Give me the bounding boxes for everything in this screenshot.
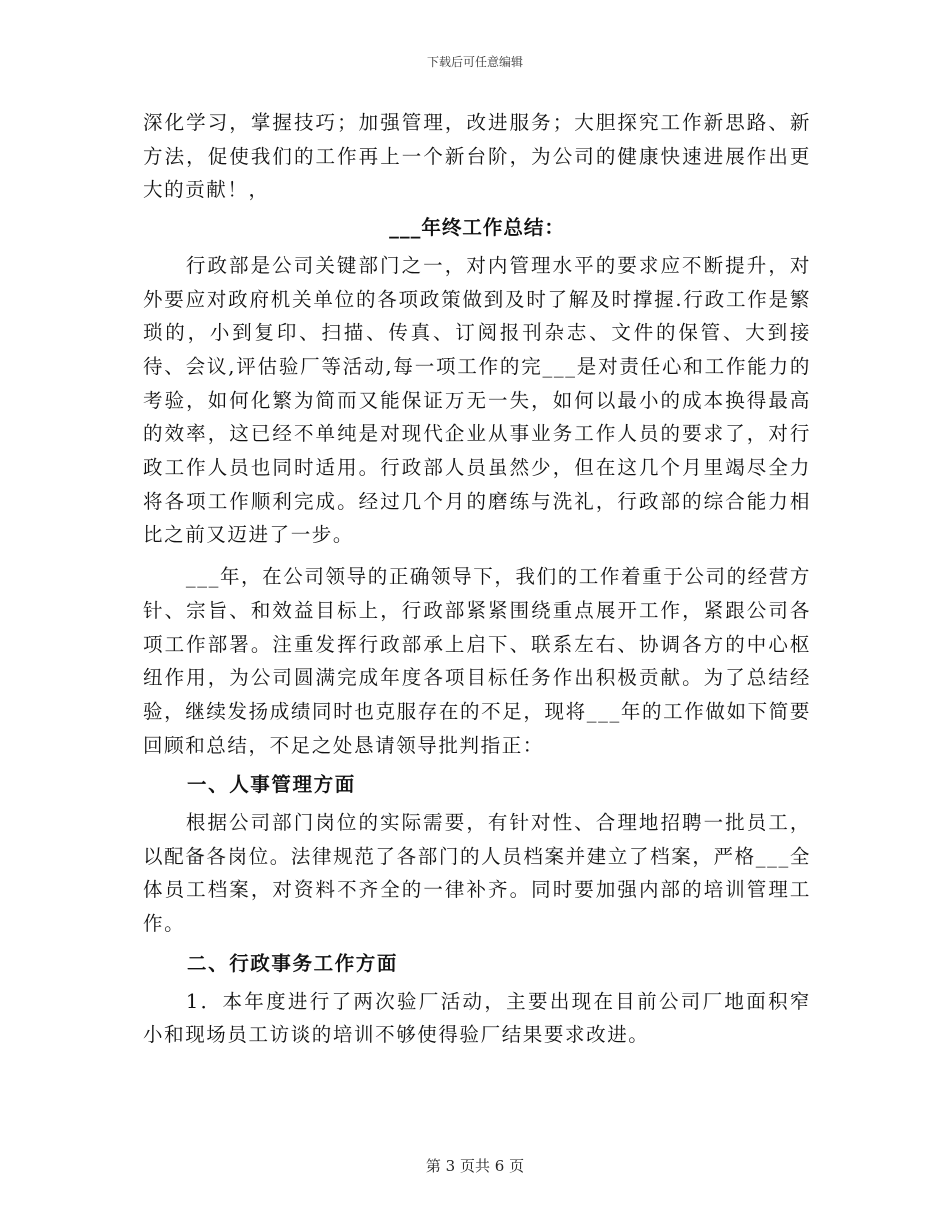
paragraph-audit: 1．本年度进行了两次验厂活动，主要出现在目前公司厂地面积窄小和现场员工访谈的培训不够使得验厂结果要求改进。 xyxy=(143,989,811,1047)
paragraph-intro: 行政部是公司关键部门之一，对内管理水平的要求应不断提升，对外要应对政府机关单位的各项政策做到及时了解及时撑握.行政工作是繁琐的，小到复印、扫描、传真、订阅报刊杂志、文件的保管、大到接待、会议,评估验厂等活动,每一项工作的完___是对责任心和工作能力的考验，如何化繁为简而又能保证万无一失，如何以最小的成本换得最高的效率，这已经不单纯是对现代企业从事业务工作人员的要求了，对行政工作人员也同时适用。行政部人员虽然少，但在这几个月里竭尽全力将各项工作顺利完成。经过几个月的磨练与洗礼，行政部的综合能力相比之前又迈进了一步。 xyxy=(143,253,811,547)
paragraph-overview: ___年，在公司领导的正确领导下，我们的工作着重于公司的经营方针、宗旨、和效益目标上，行政部紧紧围绕重点展开工作，紧跟公司各项工作部署。注重发挥行政部承上启下、联系左右、协调各方的中心枢纽作用，为公司圆满完成年度各项目标任务作出积极贡献。为了总结经验，继续发扬成绩同时也克服存在的不足，现将___年的工作做如下简要回顾和总结，不足之处恳请领导批判指正： xyxy=(143,565,811,757)
document-body xyxy=(143,106,811,1052)
page-number: 第 3 页共 6 页 xyxy=(425,1157,525,1175)
section-title: ___年终工作总结： xyxy=(389,216,565,240)
heading-admin-affairs: 二、行政事务工作方面 xyxy=(187,951,399,975)
paragraph-personnel: 根据公司部门岗位的实际需要，有针对性、合理地招聘一批员工，以配备各岗位。法律规范了各部门的人员档案并建立了档案，严格___全体员工档案，对资料不齐全的一律补齐。同时要加强内部的培训管理工作。 xyxy=(143,811,811,936)
page-header: 下载后可任意编辑 xyxy=(426,55,523,69)
paragraph-gap xyxy=(143,552,811,560)
paragraph-continuation: 深化学习，掌握技巧；加强管理，改进服务；大胆探究工作新思路、新方法，促使我们的工作再上一个新台阶，为公司的健康快速进展作出更大的贡献！， xyxy=(143,111,811,202)
heading-personnel: 一、人事管理方面 xyxy=(187,773,356,797)
